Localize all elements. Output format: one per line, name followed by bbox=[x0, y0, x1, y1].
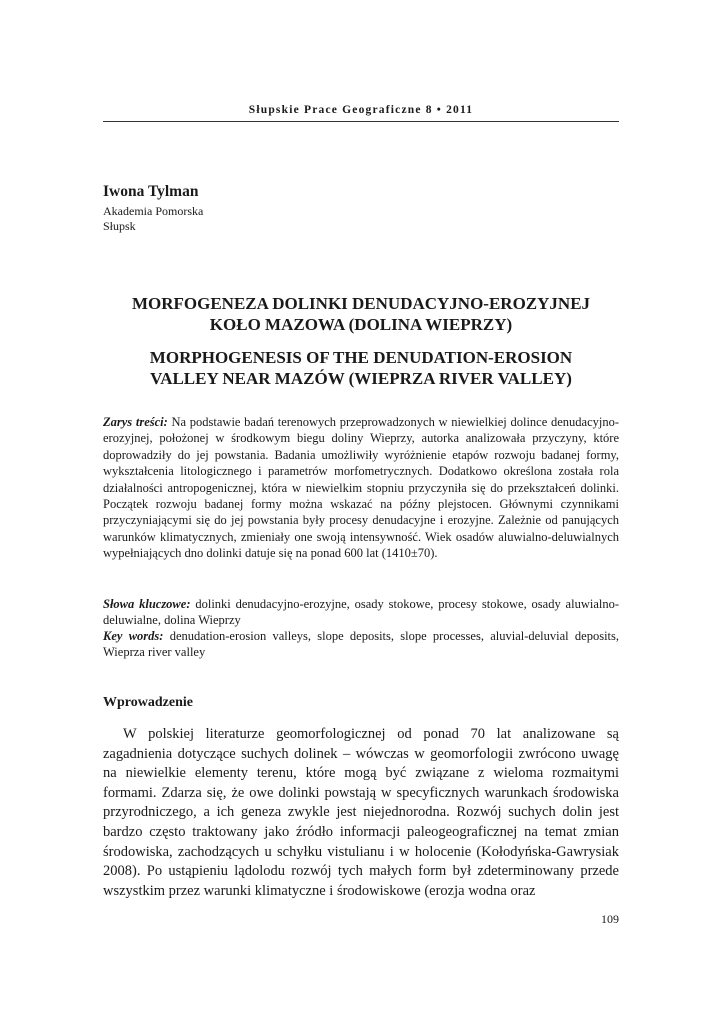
page-number: 109 bbox=[601, 912, 619, 926]
author-name: Iwona Tylman bbox=[103, 183, 199, 200]
section-heading: Wprowadzenie bbox=[103, 695, 193, 710]
author-city: Słupsk bbox=[103, 219, 136, 233]
abstract-label: Zarys treści bbox=[103, 415, 164, 429]
abstract-text: Na podstawie badań terenowych przeprowadzonych w niewielkiej dolince denudacyjno-erozyjnej, położonej w środkowym biegu doliny Wieprzy, autorka analizowała przyczyny, które doprowadziły do jej powstania. Badania umożliwiły wyróżnienie etapów rozwoju badanej formy, wykształcenia litologicznego i parametrów morfometrycznych. Dodatkowo określona została rola działalności antropogenicznej, która w niewielkim stopniu przyczyniła się do przekształceń dolinki. Początek rozwoju badanej formy można wskazać na późny plejstocen. Głównymi czynnikami przyczyniającymi się do jej powstania były procesy denudacyjne i erozyjne. Zależnie od panujących warunków klimatycznych, zmieniały one swoją intensywność. Wiek osadów aluwialno-deluwialnych wypełniających dno dolinki datuje się na ponad 600 lat (1410±70). bbox=[103, 415, 620, 561]
abstract bbox=[103, 414, 619, 562]
keywords-polish-colon: : bbox=[186, 597, 191, 611]
abstract-label-colon: : bbox=[163, 415, 168, 429]
header-rule bbox=[103, 121, 619, 122]
title-english-line-1: MORPHOGENESIS OF THE DENUDATION-EROSION bbox=[149, 348, 573, 367]
title-polish-line-2: KOŁO MAZOWA (DOLINA WIEPRZY) bbox=[209, 315, 513, 334]
keywords-polish-text: dolinki denudacyjno-erozyjne, osady stokowe, procesy stokowe, osady aluwialno-deluwialne, dolina Wieprzy bbox=[103, 597, 619, 628]
keywords-english bbox=[103, 628, 619, 661]
title-polish-line-1: MORFOGENEZA DOLINKI DENUDACYJNO-EROZYJNEJ bbox=[131, 294, 591, 313]
body-paragraph: W polskiej literaturze geomorfologicznej od ponad 70 lat analizowane są zagadnienia dotyczące suchych dolinek – wówczas w geomorfologii zwrócono uwagę na niewielkie elementy terenu, które mogą być związane z wieloma rozmaitymi formami. Zdarza się, że owe dolinki powstają w specyficznych warunkach środowiska przyrodniczego, a ich geneza zwykle jest niejednorodna. Rozwój suchych dolin jest bardzo często traktowany jako źródło informacji paleogeograficznej na temat zmian środowiska, zachodzących u schyłku vistulianu i w holocenie (Kołodyńska-Gawrysiak 2008). Po ustąpieniu lądolodu rozwój tych małych form był zdeterminowany przede wszystkim przez warunki klimatyczne i środowiskowe (erozja wodna oraz bbox=[103, 726, 619, 899]
keywords-english-label: Key words bbox=[103, 629, 160, 643]
author-affiliation: Akademia Pomorska bbox=[103, 204, 204, 218]
running-header: Słupskie Prace Geograficzne 8 • 2011 bbox=[248, 104, 474, 116]
keywords-polish bbox=[103, 596, 619, 629]
keywords-english-text: denudation-erosion valleys, slope deposits, slope processes, aluvial-deluvial deposits, Wieprza river valley bbox=[103, 629, 620, 660]
keywords-english-colon: : bbox=[159, 629, 164, 643]
title-english-line-2: VALLEY NEAR MAZÓW (WIEPRZA RIVER VALLEY) bbox=[150, 369, 572, 388]
keywords-polish-label: Słowa kluczowe bbox=[103, 597, 187, 611]
